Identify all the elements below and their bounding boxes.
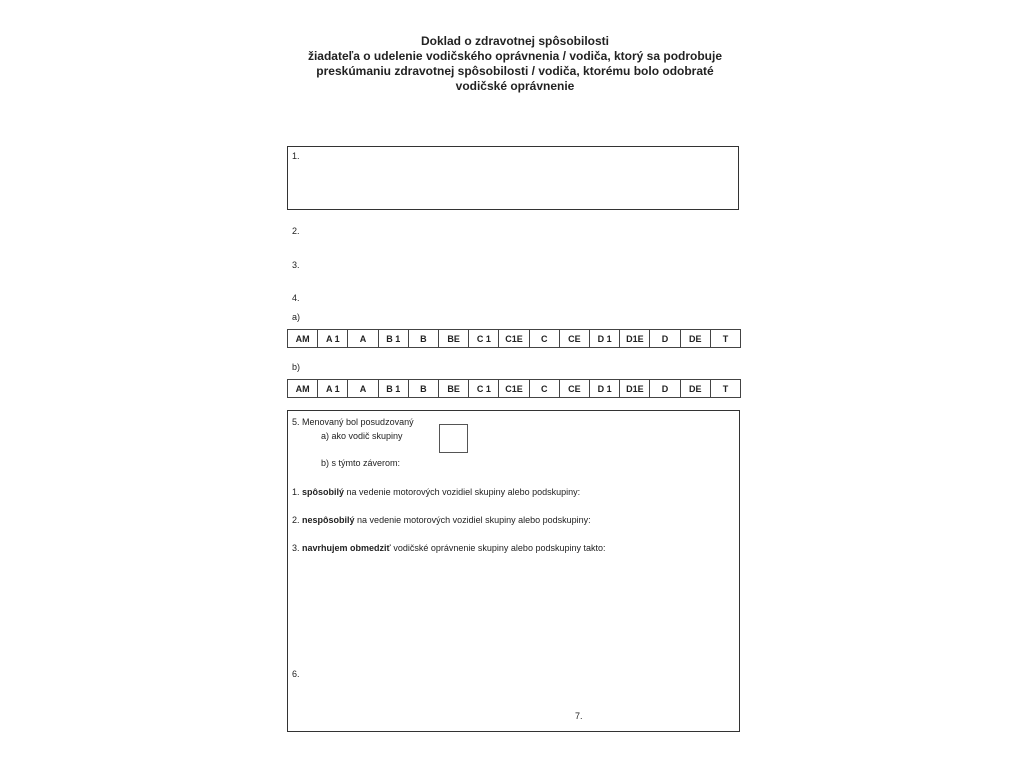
title-line-4: vodičské oprávnenie <box>455 79 575 93</box>
field-1-box[interactable] <box>287 146 739 210</box>
category-row-a <box>287 329 741 348</box>
category-cell[interactable]: C 1 <box>469 380 499 397</box>
conclusion-fit-text: na vedenie motorových vozidiel skupiny alebo podskupiny: <box>344 487 581 497</box>
conclusion-fit <box>292 487 580 497</box>
field-6-label: 6. <box>292 669 300 679</box>
category-cell[interactable]: D1E <box>620 380 650 397</box>
section-5-option-a: a) ako vodič skupiny <box>321 431 403 441</box>
category-cell[interactable]: DE <box>681 380 711 397</box>
category-row-b <box>287 379 741 398</box>
category-cell[interactable]: D1E <box>620 330 650 347</box>
field-7-label: 7. <box>575 711 583 721</box>
field-2-label: 2. <box>292 226 300 236</box>
section-5-heading: 5. Menovaný bol posudzovaný <box>292 417 414 427</box>
category-cell[interactable]: BE <box>439 380 469 397</box>
category-cell[interactable]: D 1 <box>590 380 620 397</box>
conclusion-restrict <box>292 543 606 553</box>
category-cell[interactable]: CE <box>560 380 590 397</box>
category-cell[interactable]: BE <box>439 330 469 347</box>
category-cell[interactable]: A 1 <box>318 330 348 347</box>
title-line-3: preskúmaniu zdravotnej spôsobilosti / vodiča, ktorému bolo odobraté <box>316 64 714 78</box>
field-4-label: 4. <box>292 293 300 303</box>
category-cell[interactable]: A 1 <box>318 380 348 397</box>
category-cell[interactable]: AM <box>288 330 318 347</box>
category-cell[interactable]: B <box>409 380 439 397</box>
category-cell[interactable]: B 1 <box>379 330 409 347</box>
category-cell[interactable]: D <box>650 330 680 347</box>
field-1-label: 1. <box>292 151 300 161</box>
category-cell[interactable]: CE <box>560 330 590 347</box>
category-cell[interactable]: C 1 <box>469 330 499 347</box>
section-5-box <box>287 410 740 732</box>
row-a-label: a) <box>292 312 301 322</box>
conclusion-unfit-keyword: nespôsobilý <box>302 515 355 525</box>
conclusion-unfit-text: na vedenie motorových vozidiel skupiny alebo podskupiny: <box>354 515 591 525</box>
category-cell[interactable]: C1E <box>499 380 529 397</box>
category-cell[interactable]: B 1 <box>379 380 409 397</box>
conclusion-restrict-text: vodičské oprávnenie skupiny alebo podskupiny takto: <box>390 543 606 553</box>
category-cell[interactable]: D 1 <box>590 330 620 347</box>
section-5-option-b: b) s týmto záverom: <box>321 458 401 468</box>
group-checkbox[interactable] <box>439 424 468 453</box>
conclusion-restrict-number: 3. <box>292 543 300 553</box>
conclusion-fit-keyword: spôsobilý <box>302 487 345 497</box>
conclusion-unfit-number: 2. <box>292 515 300 525</box>
category-cell[interactable]: T <box>722 333 729 344</box>
document-title <box>280 34 750 94</box>
category-cell[interactable]: AM <box>288 380 318 397</box>
category-cell[interactable]: A <box>348 380 378 397</box>
field-3-label: 3. <box>292 260 300 270</box>
category-cell[interactable]: DE <box>681 330 711 347</box>
category-cell[interactable]: B <box>409 330 439 347</box>
conclusion-fit-number: 1. <box>292 487 300 497</box>
category-cell[interactable]: C <box>530 380 560 397</box>
category-cell[interactable]: C <box>530 330 560 347</box>
title-line-2: žiadateľa o udelenie vodičského oprávnenia / vodiča, ktorý sa podrobuje <box>307 49 723 63</box>
category-cell[interactable]: D <box>650 380 680 397</box>
conclusion-unfit <box>292 515 591 525</box>
category-cell[interactable]: A <box>348 330 378 347</box>
category-cell[interactable]: C1E <box>499 330 529 347</box>
conclusion-restrict-keyword: navrhujem obmedziť <box>302 543 391 553</box>
row-b-label: b) <box>292 362 301 372</box>
title-line-1: Doklad o zdravotnej spôsobilosti <box>420 34 610 48</box>
category-cell[interactable]: T <box>722 383 729 394</box>
